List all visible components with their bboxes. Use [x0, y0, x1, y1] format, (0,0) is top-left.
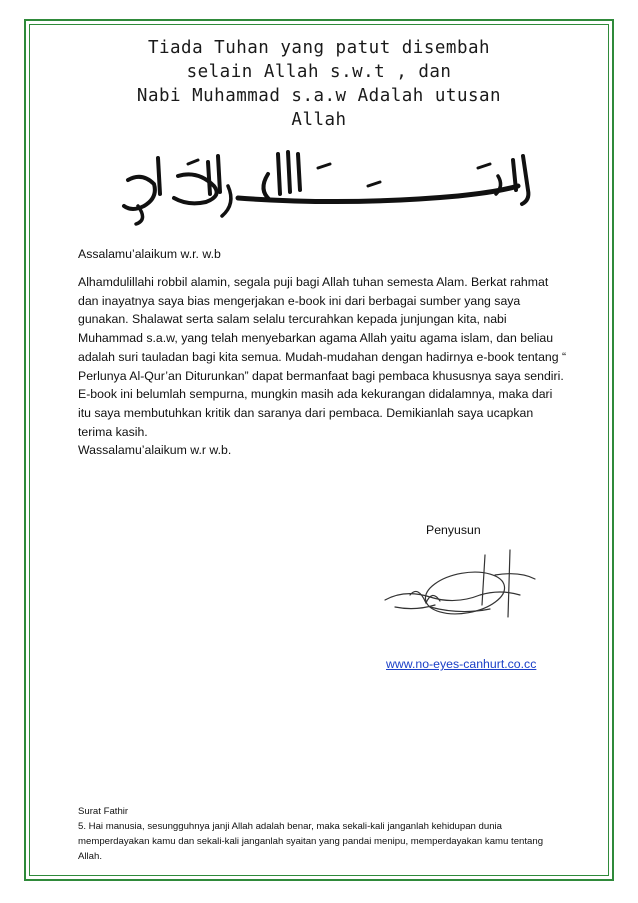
- website-link[interactable]: www.no-eyes-canhurt.co.cc: [386, 657, 537, 671]
- footnote-source: Surat Fathir: [78, 806, 129, 817]
- footnote: [78, 804, 568, 864]
- closing-greeting: Wassalamu’alaikum w.r w.b.: [78, 443, 232, 457]
- signature-icon: [370, 545, 550, 635]
- title-line: Tiada Tuhan yang patut disembah: [147, 38, 491, 58]
- greeting: Assalamu’alaikum w.r. w.b: [78, 247, 221, 261]
- footnote-verse: 5. Hai manusia, sesungguhnya janji Allah adalah benar, maka sekali-kali janganlah kehidupan dunia memperdayakan kamu dan sekali-kali janganlah syaitan yang pandai menipu, memperdayakan kamu tentang Allah.: [78, 821, 544, 862]
- title-line: Allah: [291, 110, 347, 130]
- title-line: selain Allah s.w.t , dan: [186, 62, 452, 82]
- basmalah-calligraphy-icon: [118, 146, 548, 226]
- title-line: Nabi Muhammad s.a.w Adalah utusan: [136, 86, 502, 106]
- author-label: Penyusun: [426, 523, 481, 537]
- page-title: [60, 36, 578, 132]
- preface-paragraph: Alhamdulillahi robbil alamin, segala puji bagi Allah tuhan semesta Alam. Berkat rahmat dan inayatnya saya bias mengerjakan e-book ini dari berbagai sumber yang saya gunakan. Shalawat serta salam selalu tercurahkan kepada junjungan kita, nabi Muhammad s.a.w, yang telah menyebarkan agama Allah yaitu agama islam, dan beliau adalah suri tauladan bagi kita semua. Mudah-mudahan dengan hadirnya e-book tentang “ Perlunya Al-Qur’an Diturunkan” dapat bermanfaat bagi pembaca khususnya saya sendiri. E-book ini belumlah sempurna, mungkin masih ada kekurangan didalamnya, maka dari itu saya membutuhkan kritik dan saranya dari pembaca. Demikianlah saya ucapkan terima kasih.: [78, 275, 567, 439]
